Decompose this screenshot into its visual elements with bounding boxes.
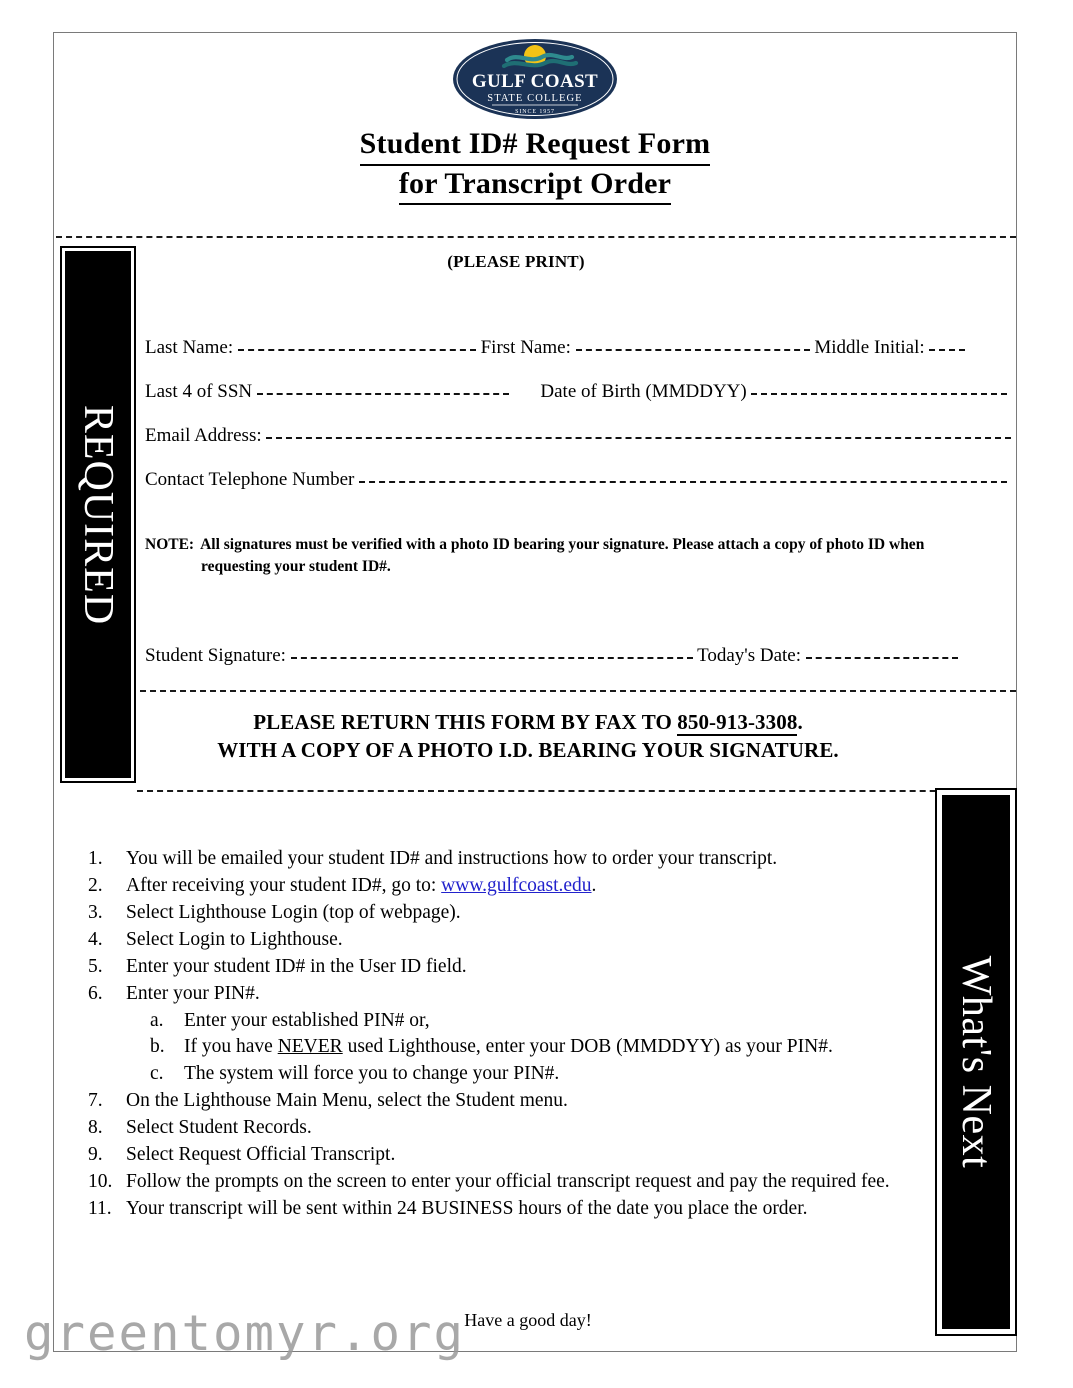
middle-initial-label: Middle Initial: <box>814 337 925 358</box>
title-line-1: Student ID# Request Form <box>360 126 711 166</box>
required-badge-label: REQUIRED <box>75 404 121 625</box>
sub-list-item-text: The system will force you to change your PIN#. <box>184 1063 560 1085</box>
svg-text:STATE COLLEGE: STATE COLLEGE <box>487 93 583 104</box>
college-seal-icon <box>452 38 618 120</box>
fax-line-1-suffix: . <box>797 710 803 734</box>
first-name-label: First Name: <box>480 337 571 358</box>
whats-next-badge-label: What's Next <box>953 955 999 1169</box>
list-item-number: 11. <box>88 1197 112 1219</box>
gulf-coast-state-college-logo <box>452 38 618 120</box>
list-item-number: 2. <box>88 874 103 896</box>
dashed-separator-top <box>56 236 1016 238</box>
closing-message: Have a good day! <box>464 1310 592 1330</box>
fax-line-1-prefix: PLEASE RETURN THIS FORM BY FAX TO <box>253 710 678 734</box>
document-header <box>53 34 1017 205</box>
list-item-number: 9. <box>88 1144 103 1166</box>
list-item-text: Your transcript will be sent within 24 BUSINESS hours of the date you place the order. <box>126 1197 808 1219</box>
please-print-note: (PLEASE PRINT) <box>447 252 585 271</box>
svg-text:GULF COAST: GULF COAST <box>471 71 599 92</box>
dob-input[interactable] <box>751 380 1007 395</box>
list-item <box>88 954 926 980</box>
list-item <box>88 1115 926 1141</box>
pin-sub-instruction-list <box>88 1008 926 1088</box>
signature-field-row <box>145 644 958 665</box>
gulfcoast-website-link[interactable]: www.gulfcoast.edu <box>441 874 592 896</box>
list-item-text: Select Request Official Transcript. <box>126 1144 396 1166</box>
list-item-number: 7. <box>88 1090 103 1112</box>
ssn-input[interactable] <box>257 380 509 395</box>
site-watermark: greentomyr.org <box>24 1305 466 1362</box>
middle-initial-input[interactable] <box>929 336 965 351</box>
ssn-label: Last 4 of SSN <box>145 381 253 402</box>
list-item-number: 8. <box>88 1117 103 1139</box>
sub-list-item-number: a. <box>150 1009 164 1031</box>
sub-list-item-text-suffix: used Lighthouse, enter your DOB (MMDDYY) as your PIN#. <box>342 1036 833 1058</box>
list-item-text <box>126 873 926 899</box>
list-item-text-suffix: . <box>591 874 597 896</box>
signature-label: Student Signature: <box>145 645 286 666</box>
sub-list-item-number: c. <box>150 1063 164 1085</box>
email-input[interactable] <box>266 424 1011 439</box>
list-item-text: Select Login to Lighthouse. <box>126 928 343 950</box>
required-section-badge <box>60 246 136 783</box>
whats-next-instruction-list <box>88 846 926 1223</box>
whats-next-badge-fill <box>942 795 1010 1329</box>
list-item <box>88 1088 926 1114</box>
form-fields-section <box>145 252 1015 666</box>
whats-next-section-badge <box>935 788 1017 1336</box>
fax-number: 850-913-3308 <box>677 710 798 734</box>
first-name-input[interactable] <box>576 336 810 351</box>
dashed-separator-middle <box>140 690 1016 692</box>
email-field-row <box>145 424 1011 445</box>
last-name-input[interactable] <box>238 336 476 351</box>
note-line-2: requesting your student ID#. <box>201 558 391 576</box>
fax-line-2: WITH A COPY OF A PHOTO I.D. BEARING YOUR SIGNATURE. <box>217 738 839 763</box>
list-item <box>88 981 926 1007</box>
list-item-text: Follow the prompts on the screen to enter your official transcript request and pay the required fee. <box>126 1171 890 1193</box>
phone-label: Contact Telephone Number <box>145 469 355 490</box>
never-emphasis: NEVER <box>277 1036 343 1058</box>
list-item <box>88 1196 926 1222</box>
last-name-label: Last Name: <box>145 337 234 358</box>
fax-line-1 <box>88 708 968 736</box>
list-item <box>88 846 926 872</box>
list-item <box>88 900 926 926</box>
sub-list-item-text-prefix: If you have <box>184 1036 278 1058</box>
page-title <box>53 126 1017 205</box>
list-item-text: On the Lighthouse Main Menu, select the Student menu. <box>126 1090 568 1112</box>
todays-date-input[interactable] <box>806 644 958 659</box>
dob-label: Date of Birth (MMDDYY) <box>540 381 747 402</box>
note-tag: NOTE: <box>145 536 195 553</box>
list-item <box>88 1169 926 1195</box>
list-item-text: Select Lighthouse Login (top of webpage). <box>126 901 461 923</box>
list-item-number: 5. <box>88 955 103 977</box>
list-item-number: 4. <box>88 928 103 950</box>
list-item-text: Select Student Records. <box>126 1117 312 1139</box>
title-line-2: for Transcript Order <box>399 166 671 206</box>
sub-list-item <box>88 1034 926 1060</box>
list-item-text-prefix: After receiving your student ID#, go to: <box>126 874 442 896</box>
sub-list-item-number: b. <box>150 1036 165 1058</box>
fax-return-instruction <box>88 708 968 765</box>
ssn-dob-field-row <box>145 380 1007 401</box>
list-item-number: 6. <box>88 982 103 1004</box>
sub-list-item-text: Enter your established PIN# or, <box>184 1009 430 1031</box>
list-item <box>88 1142 926 1168</box>
list-item <box>88 927 926 953</box>
list-item-text: Enter your PIN#. <box>126 982 260 1004</box>
list-item-number: 1. <box>88 848 103 869</box>
name-field-row <box>145 336 965 357</box>
list-item <box>88 873 926 899</box>
dashed-separator-bottom <box>137 790 1016 792</box>
signature-input[interactable] <box>291 644 693 659</box>
sub-list-item <box>88 1061 926 1087</box>
svg-text:SINCE 1957: SINCE 1957 <box>515 109 555 115</box>
sub-list-item <box>88 1008 926 1034</box>
todays-date-label: Today's Date: <box>697 645 802 666</box>
sub-list-item-text <box>184 1034 926 1060</box>
photo-id-note <box>145 534 985 579</box>
list-item-text: You will be emailed your student ID# and instructions how to order your transcript. <box>126 848 778 869</box>
required-badge-fill <box>65 251 131 778</box>
phone-input[interactable] <box>359 468 1007 483</box>
email-label: Email Address: <box>145 425 262 446</box>
list-item-number: 10. <box>88 1171 113 1193</box>
list-item-number: 3. <box>88 901 103 923</box>
phone-field-row <box>145 468 1007 489</box>
list-item-text: Enter your student ID# in the User ID field. <box>126 955 467 977</box>
note-line-1: All signatures must be verified with a photo ID bearing your signature. Please attach a copy of photo ID when <box>200 536 925 553</box>
